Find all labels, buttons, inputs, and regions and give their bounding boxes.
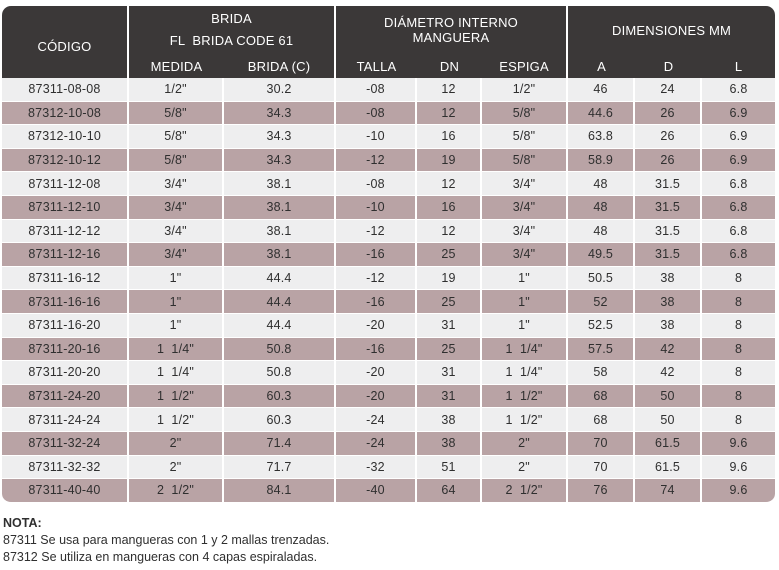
cell-brida: 38.1	[224, 220, 336, 244]
cell-talla: -20	[336, 361, 417, 385]
header-espiga: ESPIGA	[482, 54, 568, 78]
cell-codigo: 87311-12-16	[2, 243, 129, 267]
header-a: A	[568, 54, 635, 78]
cell-dim-l: 8	[702, 385, 775, 409]
cell-medida: 3/4"	[129, 243, 224, 267]
cell-dim-a: 57.5	[568, 338, 635, 362]
table-row	[2, 102, 775, 126]
cell-dim-d: 31.5	[635, 243, 702, 267]
header-codigo: CÓDIGO	[2, 6, 129, 78]
cell-dim-d: 31.5	[635, 220, 702, 244]
cell-medida: 1"	[129, 290, 224, 314]
header-dn: DN	[417, 54, 482, 78]
cell-dim-a: 70	[568, 432, 635, 456]
cell-talla: -24	[336, 408, 417, 432]
cell-codigo: 87311-16-20	[2, 314, 129, 338]
cell-codigo: 87311-24-20	[2, 385, 129, 409]
cell-dim-l: 6.9	[702, 149, 775, 173]
header-diametro-group	[336, 6, 568, 54]
cell-brida: 50.8	[224, 361, 336, 385]
header-diametro-line2: MANGUERA	[412, 30, 490, 45]
cell-brida: 38.1	[224, 243, 336, 267]
cell-medida: 5/8"	[129, 149, 224, 173]
header-brida-line2: FL BRIDA CODE 61	[169, 33, 294, 48]
cell-codigo: 87312-10-12	[2, 149, 129, 173]
cell-espiga: 2"	[482, 456, 568, 480]
cell-dim-l: 9.6	[702, 432, 775, 456]
cell-brida: 44.4	[224, 267, 336, 291]
cell-espiga: 2 1/2"	[482, 479, 568, 503]
cell-brida: 30.2	[224, 78, 336, 102]
cell-espiga: 5/8"	[482, 102, 568, 126]
table-row	[2, 172, 775, 196]
cell-medida: 3/4"	[129, 172, 224, 196]
cell-codigo: 87311-12-12	[2, 220, 129, 244]
note-section	[3, 515, 329, 566]
table-row	[2, 338, 775, 362]
cell-dim-a: 49.5	[568, 243, 635, 267]
cell-talla: -16	[336, 243, 417, 267]
cell-espiga: 1"	[482, 267, 568, 291]
cell-codigo: 87311-32-32	[2, 456, 129, 480]
cell-dn: 38	[417, 432, 482, 456]
cell-dim-d: 31.5	[635, 172, 702, 196]
cell-talla: -12	[336, 149, 417, 173]
cell-dim-d: 74	[635, 479, 702, 503]
cell-dim-a: 76	[568, 479, 635, 503]
cell-dim-l: 9.6	[702, 479, 775, 503]
cell-codigo: 87311-20-16	[2, 338, 129, 362]
cell-medida: 5/8"	[129, 125, 224, 149]
cell-codigo: 87312-10-08	[2, 102, 129, 126]
cell-talla: -20	[336, 314, 417, 338]
specification-table	[2, 6, 775, 503]
cell-brida: 84.1	[224, 479, 336, 503]
cell-dn: 12	[417, 78, 482, 102]
cell-brida: 71.4	[224, 432, 336, 456]
header-medida: MEDIDA	[129, 54, 224, 78]
cell-dn: 25	[417, 243, 482, 267]
table-body	[2, 78, 775, 503]
table-row	[2, 149, 775, 173]
cell-medida: 2"	[129, 456, 224, 480]
cell-dim-l: 8	[702, 290, 775, 314]
cell-dn: 16	[417, 125, 482, 149]
cell-dim-d: 42	[635, 338, 702, 362]
cell-brida: 38.1	[224, 196, 336, 220]
note-line-87312: 87312 Se utiliza en mangueras con 4 capas espiraladas.	[3, 550, 318, 564]
cell-codigo: 87311-12-10	[2, 196, 129, 220]
cell-brida: 60.3	[224, 408, 336, 432]
cell-dn: 64	[417, 479, 482, 503]
cell-dim-l: 6.8	[702, 172, 775, 196]
cell-dim-l: 6.8	[702, 196, 775, 220]
cell-dim-l: 8	[702, 338, 775, 362]
cell-dn: 51	[417, 456, 482, 480]
cell-medida: 5/8"	[129, 102, 224, 126]
cell-codigo: 87311-12-08	[2, 172, 129, 196]
cell-dn: 25	[417, 290, 482, 314]
cell-medida: 1 1/2"	[129, 408, 224, 432]
cell-dim-a: 52.5	[568, 314, 635, 338]
note-title: NOTA:	[3, 516, 42, 530]
cell-dim-l: 9.6	[702, 456, 775, 480]
cell-codigo: 87312-10-10	[2, 125, 129, 149]
cell-espiga: 1 1/2"	[482, 408, 568, 432]
cell-dim-a: 63.8	[568, 125, 635, 149]
cell-talla: -10	[336, 125, 417, 149]
cell-talla: -12	[336, 267, 417, 291]
cell-codigo: 87311-16-16	[2, 290, 129, 314]
cell-dim-l: 6.9	[702, 102, 775, 126]
cell-talla: -08	[336, 78, 417, 102]
cell-dn: 38	[417, 408, 482, 432]
cell-espiga: 1"	[482, 314, 568, 338]
cell-medida: 1 1/4"	[129, 361, 224, 385]
cell-dim-a: 48	[568, 220, 635, 244]
cell-codigo: 87311-32-24	[2, 432, 129, 456]
table-row	[2, 290, 775, 314]
cell-dim-a: 70	[568, 456, 635, 480]
cell-dn: 16	[417, 196, 482, 220]
cell-talla: -16	[336, 290, 417, 314]
header-brida-line1: BRIDA	[211, 11, 252, 26]
cell-talla: -08	[336, 102, 417, 126]
cell-espiga: 5/8"	[482, 149, 568, 173]
cell-dim-d: 42	[635, 361, 702, 385]
cell-dim-l: 8	[702, 361, 775, 385]
cell-brida: 60.3	[224, 385, 336, 409]
cell-dim-a: 58.9	[568, 149, 635, 173]
cell-dim-d: 26	[635, 125, 702, 149]
header-l: L	[702, 54, 775, 78]
cell-talla: -32	[336, 456, 417, 480]
cell-dn: 12	[417, 172, 482, 196]
cell-dim-a: 48	[568, 172, 635, 196]
cell-codigo: 87311-08-08	[2, 78, 129, 102]
cell-dim-a: 44.6	[568, 102, 635, 126]
cell-dim-d: 26	[635, 102, 702, 126]
cell-dn: 31	[417, 385, 482, 409]
cell-brida: 38.1	[224, 172, 336, 196]
table-row	[2, 243, 775, 267]
cell-dim-d: 61.5	[635, 456, 702, 480]
cell-medida: 3/4"	[129, 220, 224, 244]
cell-dim-d: 61.5	[635, 432, 702, 456]
cell-dim-l: 6.9	[702, 125, 775, 149]
cell-brida: 71.7	[224, 456, 336, 480]
cell-espiga: 3/4"	[482, 220, 568, 244]
cell-medida: 3/4"	[129, 196, 224, 220]
cell-brida: 50.8	[224, 338, 336, 362]
header-diametro-line1: DIÁMETRO INTERNO	[384, 15, 518, 30]
cell-dim-a: 48	[568, 196, 635, 220]
cell-talla: -24	[336, 432, 417, 456]
cell-dim-d: 38	[635, 290, 702, 314]
cell-talla: -40	[336, 479, 417, 503]
cell-dim-l: 6.8	[702, 243, 775, 267]
cell-dim-d: 50	[635, 385, 702, 409]
cell-dim-l: 6.8	[702, 78, 775, 102]
cell-espiga: 2"	[482, 432, 568, 456]
cell-dim-a: 68	[568, 385, 635, 409]
cell-dim-l: 8	[702, 314, 775, 338]
cell-espiga: 5/8"	[482, 125, 568, 149]
cell-dim-d: 38	[635, 267, 702, 291]
cell-codigo: 87311-40-40	[2, 479, 129, 503]
cell-talla: -20	[336, 385, 417, 409]
cell-dim-d: 26	[635, 149, 702, 173]
cell-espiga: 3/4"	[482, 172, 568, 196]
table-row	[2, 125, 775, 149]
cell-talla: -16	[336, 338, 417, 362]
cell-dim-a: 52	[568, 290, 635, 314]
cell-dim-a: 46	[568, 78, 635, 102]
header-dimensiones-group: DIMENSIONES MM	[568, 6, 775, 54]
cell-dim-a: 68	[568, 408, 635, 432]
cell-brida: 34.3	[224, 125, 336, 149]
table-row	[2, 314, 775, 338]
cell-dim-d: 50	[635, 408, 702, 432]
cell-espiga: 1 1/2"	[482, 385, 568, 409]
table-row	[2, 408, 775, 432]
cell-brida: 34.3	[224, 102, 336, 126]
cell-medida: 2"	[129, 432, 224, 456]
cell-dim-a: 50.5	[568, 267, 635, 291]
table-row	[2, 385, 775, 409]
cell-dim-a: 58	[568, 361, 635, 385]
cell-espiga: 1 1/4"	[482, 361, 568, 385]
cell-espiga: 3/4"	[482, 243, 568, 267]
cell-talla: -10	[336, 196, 417, 220]
table-row	[2, 456, 775, 480]
table-row	[2, 78, 775, 102]
cell-medida: 1"	[129, 314, 224, 338]
cell-dim-l: 8	[702, 408, 775, 432]
cell-dim-l: 6.8	[702, 220, 775, 244]
cell-medida: 1 1/4"	[129, 338, 224, 362]
cell-dim-l: 8	[702, 267, 775, 291]
table-row	[2, 220, 775, 244]
cell-dn: 31	[417, 314, 482, 338]
cell-medida: 1 1/2"	[129, 385, 224, 409]
cell-dn: 19	[417, 267, 482, 291]
cell-dn: 19	[417, 149, 482, 173]
table-row	[2, 479, 775, 503]
cell-codigo: 87311-16-12	[2, 267, 129, 291]
cell-dn: 12	[417, 102, 482, 126]
table-row	[2, 196, 775, 220]
cell-medida: 1"	[129, 267, 224, 291]
header-talla: TALLA	[336, 54, 417, 78]
cell-brida: 44.4	[224, 314, 336, 338]
table-row	[2, 361, 775, 385]
cell-espiga: 1 1/4"	[482, 338, 568, 362]
cell-talla: -12	[336, 220, 417, 244]
cell-dn: 12	[417, 220, 482, 244]
cell-talla: -08	[336, 172, 417, 196]
cell-brida: 34.3	[224, 149, 336, 173]
cell-dim-d: 31.5	[635, 196, 702, 220]
cell-dim-d: 38	[635, 314, 702, 338]
table-header	[2, 6, 775, 78]
cell-medida: 2 1/2"	[129, 479, 224, 503]
header-brida-group	[129, 6, 336, 54]
header-d: D	[635, 54, 702, 78]
table-row	[2, 432, 775, 456]
cell-dn: 25	[417, 338, 482, 362]
cell-espiga: 1"	[482, 290, 568, 314]
cell-codigo: 87311-20-20	[2, 361, 129, 385]
note-line-87311: 87311 Se usa para mangueras con 1 y 2 mallas trenzadas.	[3, 533, 330, 547]
cell-medida: 1/2"	[129, 78, 224, 102]
cell-codigo: 87311-24-24	[2, 408, 129, 432]
cell-dn: 31	[417, 361, 482, 385]
cell-espiga: 1/2"	[482, 78, 568, 102]
cell-espiga: 3/4"	[482, 196, 568, 220]
cell-brida: 44.4	[224, 290, 336, 314]
cell-dim-d: 24	[635, 78, 702, 102]
header-brida-c: BRIDA (C)	[224, 54, 336, 78]
table-row	[2, 267, 775, 291]
